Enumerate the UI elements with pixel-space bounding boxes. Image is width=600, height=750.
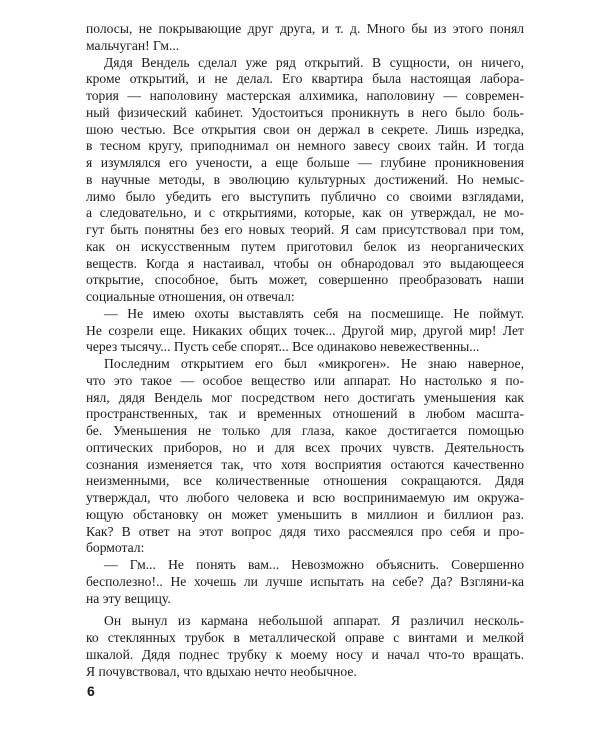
text-line: ный физический кабинет. Удостоиться проникнуть в него было боль- (86, 104, 524, 120)
text-line: кроме открытий, и не делал. Его квартира была настоящая лабора- (86, 71, 524, 87)
paragraph (86, 557, 524, 607)
text-line: утверждал, что любого человека и всю воспринимаемую им окружа- (86, 490, 524, 505)
body-text (86, 21, 524, 680)
text-line: ко стеклянных трубок в металлической оправе с винтами и мелкой (86, 630, 524, 645)
text-line: неизменными, все количественные отношения сокращаются. Дядя (86, 473, 524, 489)
text-line: Дядя Вендель сделал уже ряд открытий. В сущности, он ничего, (104, 54, 524, 70)
text-line: Как? В ответ на этот вопрос дядя тихо рассмеялся про себя и про- (86, 523, 524, 539)
text-line: тория — наполовину мастерская алхимика, наполовину — современ- (86, 88, 524, 103)
text-line: бесполезно!.. Не хочешь ли лучше испытать на себе? Да? Взгляни-ка (86, 573, 524, 589)
text-line: шкалой. Дядя поднес трубку к моему носу и начал что-то вращать. (86, 646, 524, 662)
paragraph (86, 306, 524, 356)
text-line: бормотал: (86, 540, 145, 556)
text-line: мальчуган! Гм... (86, 37, 180, 53)
paragraph (86, 55, 524, 306)
text-line: социальные отношения, он отвечал: (86, 289, 295, 304)
text-line: оптических приборов, но и для всех прочих чувств. Деятельность (86, 439, 524, 455)
text-line: гут быть понятны без его новых теорий. Я сам присутствовал при том, (86, 222, 524, 237)
text-line: веществ. Когда я настаивал, чтобы он обнародовал это выдающееся (86, 255, 524, 271)
text-line: нял, дядя Вендель мог посредством него достигать уменьшения как (86, 389, 524, 405)
paragraph (86, 21, 524, 55)
text-line: что это такое — особое вещество или аппарат. Но настолько я по- (86, 372, 524, 388)
text-line: Я почувствовал, что вдыхаю нечто необычное. (86, 663, 357, 679)
text-line: я изумлялся его учености, а еще больше — глубине проникновения (86, 155, 524, 170)
text-line: шою честью. Все открытия свои он держал в секрете. Лишь изредка, (86, 121, 524, 137)
text-line: а следовательно, и с открытиями, которые, как он утверждал, не мо- (86, 205, 524, 221)
text-line: — Гм... Не понять вам... Невозможно объяснить. Совершенно (104, 557, 524, 572)
text-line: открытие, способное, быть может, совершенно преобразовать наши (86, 272, 524, 288)
text-line: Последним открытием его был «микроген». Не знаю наверное, (104, 356, 524, 371)
paragraph (86, 356, 524, 557)
text-line: лимо было убедить его выступить публично со своими взглядами, (86, 188, 524, 204)
text-line: ющую обстановку он может уменьшить в миллион и биллион раз. (86, 506, 524, 522)
text-line: как он искусственным путем приготовил белок из неорганических (86, 238, 524, 254)
text-line: сознания изменяется так, что хотя восприятия остаются качественно (86, 456, 524, 472)
text-line: на эту вещицу. (86, 590, 171, 606)
text-line: в тесном кругу, приподнимал он немного завесу своих тайн. И тогда (86, 138, 524, 154)
text-line: Не созрели еще. Никаких общих точек... Другой мир, другой мир! Лет (86, 322, 524, 338)
page-number: 6 (87, 683, 95, 699)
text-line: полосы, не покрывающие друг друга, и т. д. Много бы из этого понял (86, 21, 524, 36)
paragraph (86, 613, 524, 680)
text-line: пространственных, так и временных отношений в любом масшта- (86, 406, 524, 422)
text-line: бе. Уменьшения не только для глаза, какое достигается помощью (86, 423, 524, 438)
text-line: через тысячу... Пусть себе спорят... Все одинаково невежественны... (86, 339, 480, 355)
text-line: Он вынул из кармана небольшой аппарат. Я различил несколь- (104, 613, 524, 629)
text-line: в научные методы, в эволюцию культурных достижений. Но немыс- (86, 171, 524, 187)
text-line: — Не имею охоты выставлять себя на посмешище. Не поймут. (104, 305, 524, 321)
